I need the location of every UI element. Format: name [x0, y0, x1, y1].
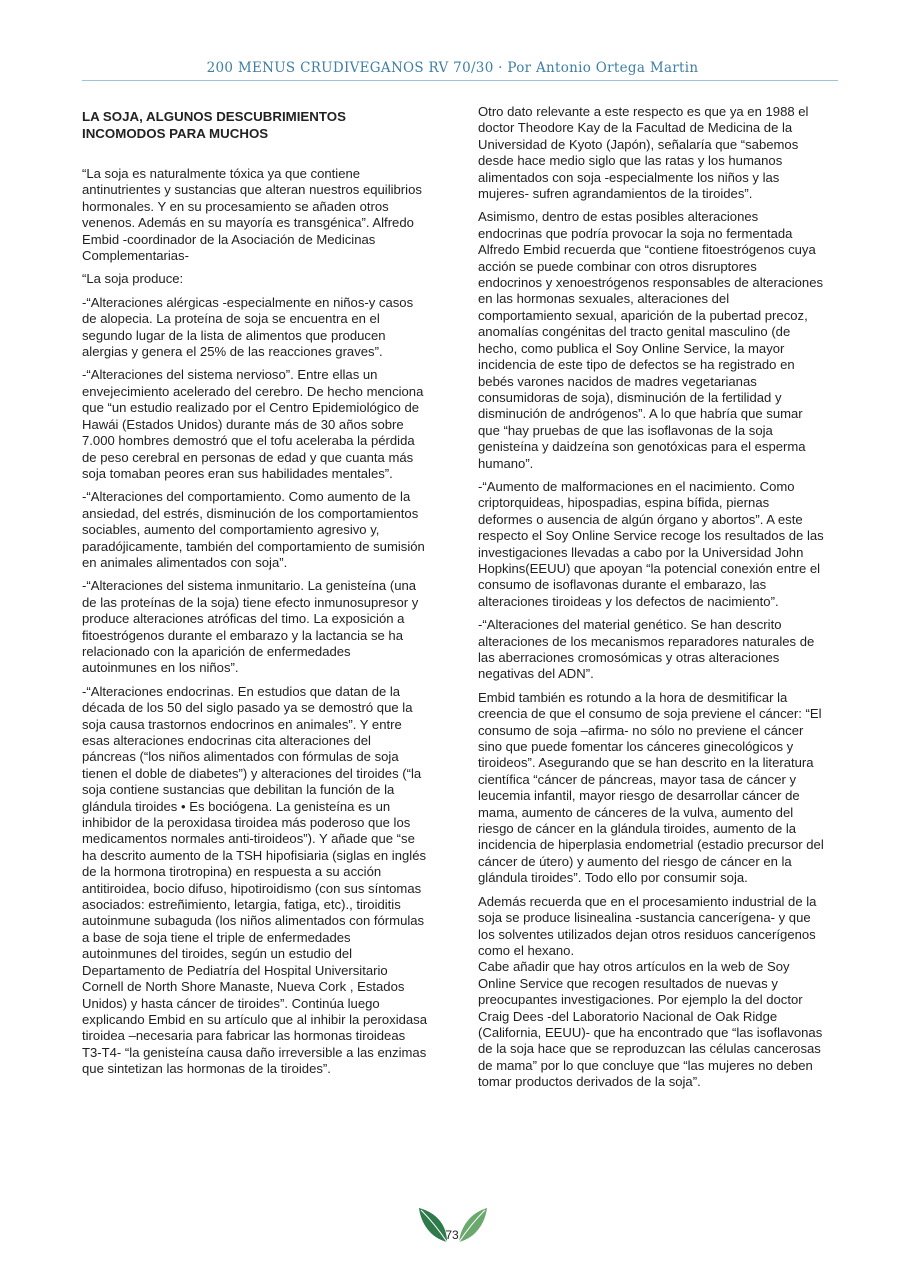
paragraph: Embid también es rotundo a la hora de desmitificar la creencia de que el consumo de soja previene el cáncer: “El consumo de soja –afirma- no sólo no previene el cáncer sino que puede fomentar los cánceres ginecológicos y tiroideos”. Asegurando que se han descrito en la literatura científica “cáncer de páncreas, mayor tasa de cáncer y leucemia infantil, mayor riesgo de desarrollar cáncer de mama, aumento de cánceres de la vulva, aumento del riesgo de cáncer en la glándula tiroides, aumento de la incidencia de hiperplasia endometrial (estadio precursor del cáncer de útero) y aumento del riesgo de cáncer en la glándula tiroides”. Todo ello por consumir soja. — [478, 689, 824, 886]
paragraph: -“Alteraciones alérgicas -especialmente en niños-y casos de alopecia. La proteína de soja se encuentra en el segundo lugar de la lista de alimentos que producen alergias y genera el 25% de las reacciones graves”. — [82, 294, 414, 360]
paragraph: -“Alteraciones del sistema nervioso”. Entre ellas un envejecimiento acelerado del cerebro. De hecho menciona que “un estudio realizado por el Centro Epidemiológico de Hawái (Estados Unidos) durante más de 30 años sobre 7.000 hombres demostró que el tofu aceleraba la pérdida de peso cerebral en personas de edad y que cuanta más soja tomaban peores eran sus habilidades mentales”. — [82, 367, 424, 481]
paragraph: -“Alteraciones del material genético. Se han descrito alteraciones de los mecanismos reparadores naturales de las aberraciones cromosómicas y otras alteraciones negativas del ADN”. — [478, 617, 815, 682]
paragraph: Asimismo, dentro de estas posibles alteraciones endocrinas que podría provocar la soja no fermentada Alfredo Embid recuerda que “contiene fitoestrógenos cuya acción se puede combinar con otros disruptores endocrinos y xenoestrógenos responsables de alteraciones en las hormonas sexuales, alteraciones del comportamiento sexual, aparición de la pubertad precoz, anomalías congénitas del tracto genital masculino (de hecho, como publica el Soy Online Service, la mayor incidencia de este tipo de defectos se ha registrado en bebés varones nacidos de madres vegetarianas consumidoras de soja), disminución de la fertilidad y disminución de andrógenos”. A lo que habría que sumar que “hay pruebas de que las isoflavonas de la soja genisteína y daidzeína son genotóxicas para el esperma humano”. — [478, 209, 824, 471]
paragraph: -“Alteraciones del comportamiento. Como aumento de la ansiedad, del estrés, disminución de los comportamientos sociables, aumento del comportamiento agresivo y, paradójicamente, también del comportamiento de sumisión en animales alimentados con soja”. — [82, 489, 425, 570]
paragraph: -“Alteraciones del sistema inmunitario. La genisteína (una de las proteínas de la soja) tiene efecto inmunosupresor y produce alteraciones atróficas del timo. La exposición a fitoestrógenos durante el embarazo y la lactancia se ha relacionado con la aparición de enfermedades autoinmunes en los niños”. — [82, 578, 419, 676]
header-divider — [82, 80, 838, 81]
page-footer — [0, 1204, 905, 1254]
paragraph: Además recuerda que en el procesamiento industrial de la soja se produce lisinealina -sustancia cancerígena- y que los solventes utilizados dejan otros residuos cancerígenos como el hexano. Cabe añadir que hay otros artículos en la web de Soy Online Service que recogen resultados de nuevas y preocupantes investigaciones. Por ejemplo la del doctor Craig Dees -del Laboratorio Nacional de Oak Ridge (California, EEUU)- que ha encontrado que “las isoflavonas de la soja hace que se reproduzcan las células cancerosas de mama” por lo que concluye que “las mujeres no deben tomar productos derivados de la soja”. — [478, 893, 823, 1090]
paragraph: “La soja es naturalmente tóxica ya que contiene antinutrientes y sustancias que alteran nuestros equilibrios hormonales. Y en su procesamiento se añaden otros venenos. Además en su mayoría es transgénica”. Alfredo Embid -coordinador de la Asociación de Medicinas Complementarias- — [82, 166, 422, 264]
page-number: 73 — [445, 1228, 459, 1242]
running-header: 200 MENUS CRUDIVEGANOS RV 70/30 · Por Antonio Ortega Martin — [206, 60, 699, 76]
paragraph: -“Aumento de malformaciones en el nacimiento. Como criptorquideas, hipospadias, espina bífida, piernas deformes o ausencia de algún órgano y abortos”. A este respecto el Soy Online Service recoge los resultados de las investigaciones llevadas a cabo por la Universidad John Hopkins(EEUU) que apoyan “la potencial conexión entre el consumo de isoflavonas durante el embarazo, las alteraciones tiroideas y los defectos de nacimiento”. — [478, 478, 824, 609]
paragraph: -“Alteraciones endocrinas. En estudios que datan de la década de los 50 del siglo pasado ya se demostró que la soja causa trastornos endocrinos en animales”. Y entre esas alteraciones endocrinas cita alteraciones del páncreas (“los niños alimentados con fórmulas de soja tienen el doble de diabetes”) y alteraciones del tiroides (“la soja contiene sustancias que debilitan la función de la glándula tiroides • Es bociógena. La genisteína es un inhibidor de la peroxidasa tiroidea más poderoso que los medicamentos normales anti-tiroideos”). Y añade que “se ha descrito aumento de la TSH hipofisiaria (siglas en inglés de la hormona tirotropina) en respuesta a su acción antitiroidea, bocio difuso, hipotiroidismo (con sus síntomas asociados: estreñimiento, letargia, fatiga, etc)., tiroiditis autoinmune subaguda (los niños alimentados con fórmulas a base de soja tiene el triple de enfermedades autoinmunes del tiroides, según un estudio del Departamento de Pediatría del Hospital Universitario Cornell de North Shore Manaste, Nueva Cork , Estados Unidos) y hasta cáncer de tiroides”. Continúa luego explicando Embid en su artículo que al inhibir la peroxidasa tiroidea –necesaria para fabricar las hormonas tiroideas T3-T4- “la genisteína causa daño irreversible a las enzimas que sintetizan las hormonas de la tiroides”. — [82, 683, 428, 1077]
paragraph: Otro dato relevante a este respecto es que ya en 1988 el doctor Theodore Kay de la Facultad de Medicina de la Universidad de Kyoto (Japón), señalaría que “sabemos desde hace medio siglo que las ratas y los humanos alimentados con soja -especialmente los niños y las mujeres- sufren agrandamientos de la tiroides”. — [478, 104, 809, 202]
left-column — [82, 108, 428, 1085]
right-column — [478, 104, 824, 1098]
article-title: LA SOJA, ALGUNOS DESCUBRIMIENTOS INCOMODOS PARA MUCHOS — [82, 109, 346, 141]
paragraph: “La soja produce: — [82, 271, 184, 287]
